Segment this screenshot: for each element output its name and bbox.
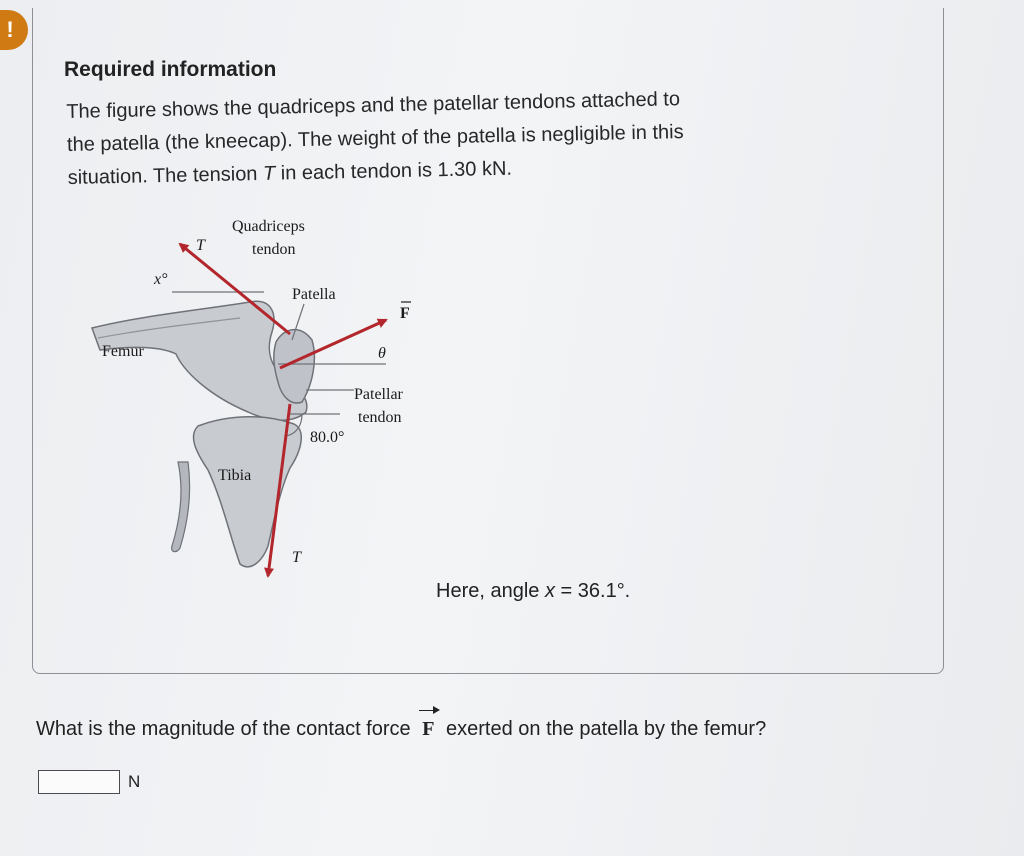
angle-variable: x bbox=[544, 580, 555, 602]
fibula-bone bbox=[172, 462, 190, 552]
statement-line-3: situation. The tension T in each tendon is 1.30 kN. bbox=[67, 157, 513, 189]
knee-figure bbox=[80, 200, 440, 600]
statement-line-1: The figure shows the quadriceps and the patellar tendons attached to bbox=[66, 88, 681, 123]
femur-label: Femur bbox=[102, 343, 144, 360]
tension-bottom-label: T bbox=[292, 549, 301, 566]
alert-icon: ! bbox=[0, 10, 28, 50]
problem-statement bbox=[66, 79, 868, 195]
patellar-label-1: Patellar bbox=[354, 386, 403, 403]
angle-80-label: 80.0° bbox=[310, 429, 345, 446]
patella-label: Patella bbox=[292, 286, 336, 303]
question-text: What is the magnitude of the contact force F exerted on the patella by the femur? bbox=[36, 718, 767, 740]
quadriceps-label-1: Quadriceps bbox=[232, 218, 305, 235]
given-angle: Here, angle x = 36.1°. bbox=[436, 580, 631, 602]
answer-unit: N bbox=[128, 772, 141, 791]
answer-input[interactable] bbox=[38, 770, 120, 794]
card-heading: Required information bbox=[64, 58, 277, 81]
statement-line-2: the patella (the kneecap). The weight of the patella is negligible in this bbox=[66, 121, 684, 156]
angle-x-label: x° bbox=[154, 271, 168, 288]
force-label: F bbox=[400, 305, 410, 322]
tension-symbol: T bbox=[262, 162, 276, 185]
theta-label: θ bbox=[378, 345, 386, 362]
force-vector-symbol: F bbox=[416, 718, 440, 741]
quadriceps-label-2: tendon bbox=[252, 241, 296, 258]
tibia-label: Tibia bbox=[218, 467, 252, 484]
tension-top-label: T bbox=[196, 237, 205, 254]
patellar-label-2: tendon bbox=[358, 409, 402, 426]
